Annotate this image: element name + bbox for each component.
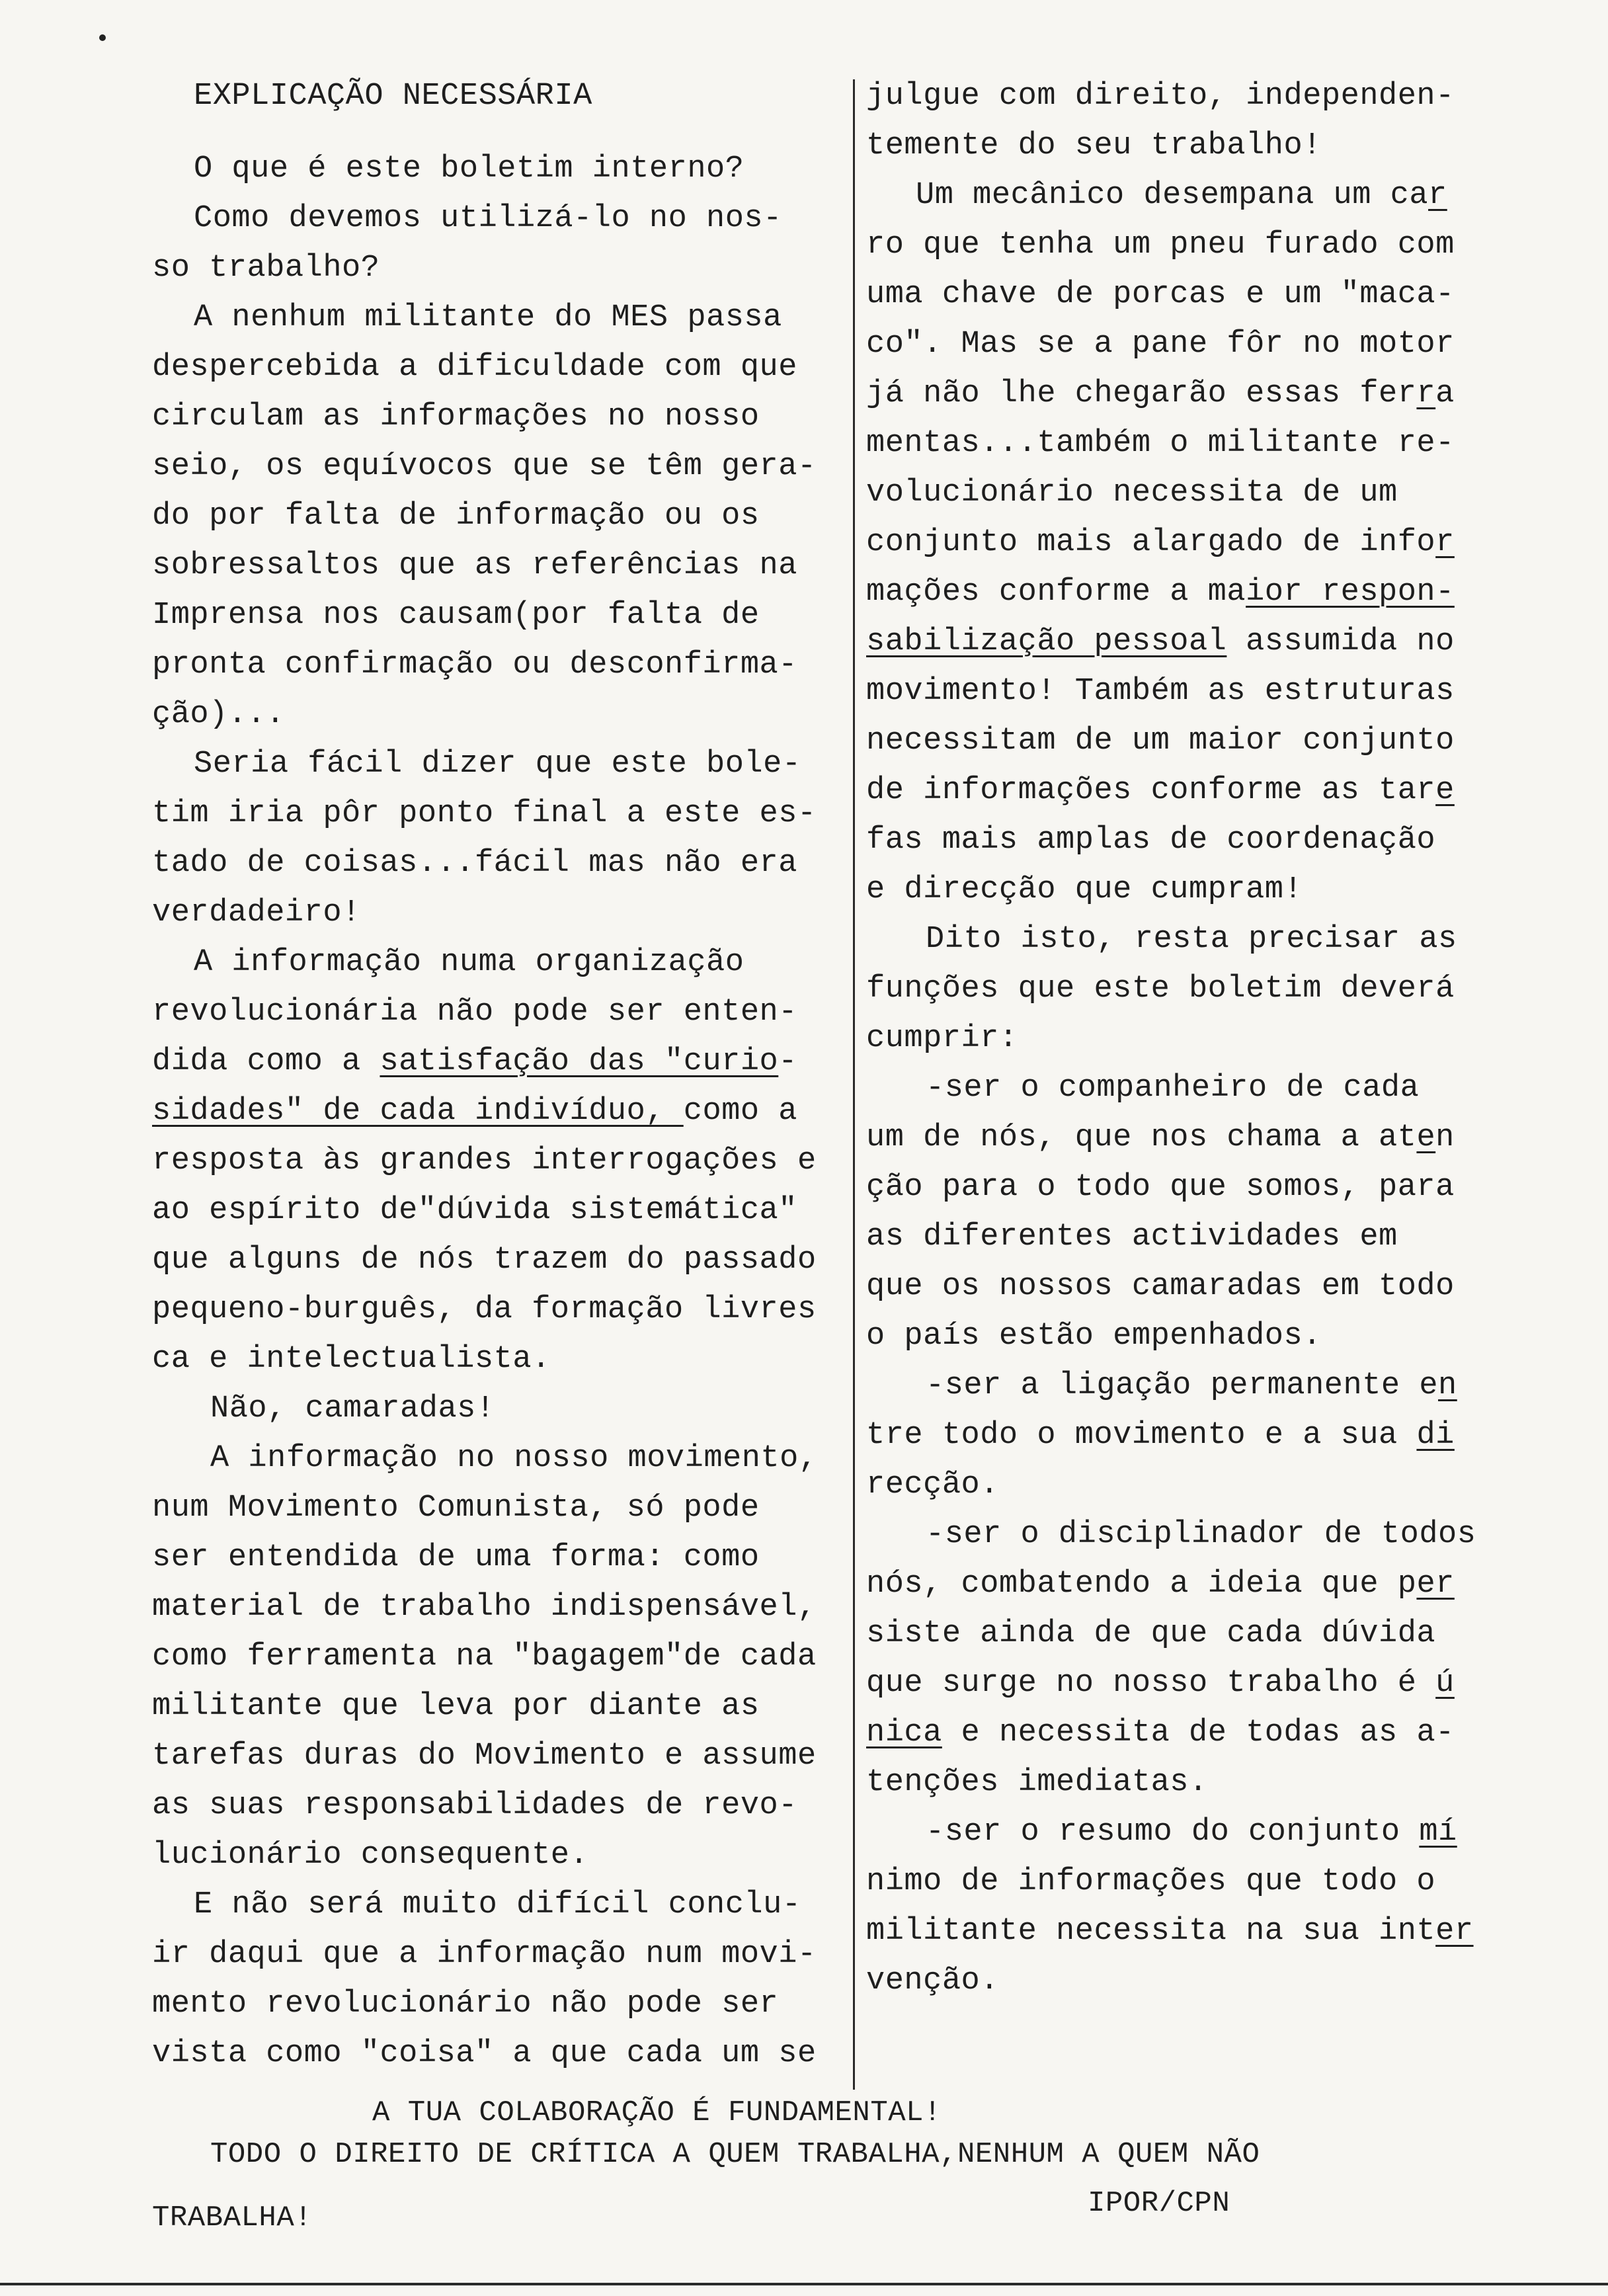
left-column-line: pequeno-burguês, da formação livres (152, 1292, 817, 1327)
bottom-rule (0, 2283, 1608, 2285)
right-column-line: nimo de informações que todo o (866, 1864, 1436, 1899)
left-column-line: sobressaltos que as referências na (152, 548, 797, 583)
right-column-line: o país estão empenhados. (866, 1319, 1322, 1354)
left-column-line: mento revolucionário não pode ser (152, 1987, 779, 2022)
left-column-line: pronta confirmação ou desconfirma- (152, 647, 797, 682)
footer-slogan: A TUA COLABORAÇÃO É FUNDAMENTAL! (372, 2096, 942, 2129)
page-title: EXPLICAÇÃO NECESSÁRIA (194, 79, 592, 114)
right-column-line: cumprir: (866, 1021, 1018, 1056)
left-column-line: Como devemos utilizá-lo no nos- (194, 201, 782, 236)
underlined-text: r (1435, 525, 1455, 560)
right-column-line: as diferentes actividades em (866, 1219, 1398, 1254)
right-column-line: de informações conforme as tare (866, 773, 1455, 808)
left-column-line: ao espírito de"dúvida sistemática" (152, 1193, 797, 1228)
right-column-line: Um mecânico desempana um car (916, 178, 1447, 213)
right-column-line: ção para o todo que somos, para (866, 1170, 1455, 1205)
right-column-line: volucionário necessita de um (866, 475, 1398, 511)
right-column-line: -ser o disciplinador de todos (926, 1517, 1476, 1552)
underlined-text: mí (1419, 1815, 1457, 1850)
underlined-text: satisfação das "curio (380, 1044, 779, 1079)
right-column-line: e direcção que cumpram! (866, 872, 1303, 907)
underlined-text: e (1416, 1120, 1436, 1155)
right-column-line: -ser o resumo do conjunto mí (926, 1815, 1457, 1850)
underlined-text: ior respon- (1246, 575, 1455, 610)
right-column-line: já não lhe chegarão essas ferra (866, 376, 1455, 411)
left-column-line: verdadeiro! (152, 895, 361, 930)
left-column-line: revolucionária não pode ser enten- (152, 995, 797, 1030)
right-column-line: Dito isto, resta precisar as (926, 922, 1457, 957)
left-column-line: A informação numa organização (194, 945, 744, 980)
underlined-text: e (1435, 773, 1455, 808)
underlined-text: n (1438, 1368, 1457, 1403)
left-column-line: despercebida a dificuldade com que (152, 350, 797, 385)
underlined-text: er (1416, 1567, 1455, 1602)
right-column-line: mações conforme a maior respon- (866, 575, 1455, 610)
left-column-line: A informação no nosso movimento, (210, 1441, 818, 1476)
right-column-line: um de nós, que nos chama a aten (866, 1120, 1455, 1155)
left-column-line: O que é este boletim interno? (194, 151, 744, 186)
footer-signature: IPOR/CPN (1088, 2187, 1230, 2220)
footer-critique-end: TRABALHA! (152, 2201, 313, 2234)
right-column-line: ro que tenha um pneu furado com (866, 227, 1455, 263)
left-column-line: material de trabalho indispensável, (152, 1590, 817, 1625)
underlined-text: r (1416, 376, 1436, 411)
right-column-line: movimento! Também as estruturas (866, 674, 1455, 709)
left-column-line: do por falta de informação ou os (152, 499, 760, 534)
right-column-line: militante necessita na sua inter (866, 1914, 1474, 1949)
left-column-line: que alguns de nós trazem do passado (152, 1243, 817, 1278)
left-column-line: tim iria pôr ponto final a este es- (152, 796, 817, 831)
right-column-line: recção. (866, 1467, 999, 1502)
left-column-line: as suas responsabilidades de revo- (152, 1788, 797, 1823)
left-column-line: lucionário consequente. (152, 1838, 589, 1873)
right-column-line: mentas...também o militante re- (866, 426, 1455, 461)
left-column-line: tarefas duras do Movimento e assume (152, 1739, 817, 1774)
underlined-text: nica (866, 1715, 942, 1750)
right-column-line: tenções imediatas. (866, 1765, 1208, 1800)
right-column-line: co". Mas se a pane fôr no motor (866, 327, 1455, 362)
right-column-line: que os nossos camaradas em todo (866, 1269, 1455, 1304)
left-column-line: sidades" de cada indivíduo, como a (152, 1094, 797, 1129)
left-column-line: ca e intelectualista. (152, 1342, 551, 1377)
right-column-line: necessitam de um maior conjunto (866, 723, 1455, 758)
left-column-line: A nenhum militante do MES passa (194, 300, 782, 335)
left-column-line: ção)... (152, 697, 285, 732)
right-column-line: que surge no nosso trabalho é ú (866, 1666, 1455, 1701)
underlined-text: sabilização pessoal (866, 624, 1227, 659)
right-column-line: uma chave de porcas e um "maca- (866, 277, 1455, 312)
right-column-line: temente do seu trabalho! (866, 128, 1322, 163)
right-column-line: venção. (866, 1963, 999, 1998)
left-column-line: so trabalho? (152, 251, 380, 286)
right-column-line: fas mais amplas de coordenação (866, 823, 1436, 858)
left-column-line: Imprensa nos causam(por falta de (152, 598, 760, 633)
column-divider (853, 79, 855, 2090)
left-column-line: resposta às grandes interrogações e (152, 1143, 817, 1178)
footer-critique-line: TODO O DIREITO DE CRÍTICA A QUEM TRABALHA,NENHUM A QUEM NÃO (210, 2138, 1260, 2171)
right-column-line: nós, combatendo a ideia que per (866, 1567, 1455, 1602)
right-column-line: nica e necessita de todas as a- (866, 1715, 1455, 1750)
underlined-text: di (1416, 1418, 1455, 1453)
right-column-line: tre todo o movimento e a sua di (866, 1418, 1455, 1453)
right-column-line: -ser o companheiro de cada (926, 1071, 1420, 1106)
right-column-line: siste ainda de que cada dúvida (866, 1616, 1436, 1651)
right-column-line: julgue com direito, independen- (866, 79, 1455, 114)
left-column-line: num Movimento Comunista, só pode (152, 1491, 760, 1526)
underlined-text: er (1435, 1914, 1474, 1949)
left-column-line: Não, camaradas! (210, 1391, 495, 1426)
left-column-line: ir daqui que a informação num movi- (152, 1937, 817, 1972)
left-column-line: dida como a satisfação das "curio- (152, 1044, 797, 1079)
left-column-line: seio, os equívocos que se têm gera- (152, 449, 817, 484)
left-column-line: ser entendida de uma forma: como (152, 1540, 760, 1575)
left-column-line: E não será muito difícil conclu- (194, 1887, 801, 1922)
ink-speck (99, 34, 106, 41)
left-column-line: militante que leva por diante as (152, 1689, 760, 1724)
right-column-line: sabilização pessoal assumida no (866, 624, 1455, 659)
left-column-line: Seria fácil dizer que este bole- (194, 747, 801, 782)
left-column-line: circulam as informações no nosso (152, 399, 760, 434)
left-column-line: tado de coisas...fácil mas não era (152, 846, 797, 881)
right-column-line: -ser a ligação permanente en (926, 1368, 1457, 1403)
underlined-text: ú (1435, 1666, 1455, 1701)
underlined-text: sidades" de cada indivíduo, (152, 1094, 684, 1129)
right-column-line: funções que este boletim deverá (866, 971, 1455, 1006)
left-column-line: como ferramenta na "bagagem"de cada (152, 1639, 817, 1674)
left-column-line: vista como "coisa" a que cada um se (152, 2036, 817, 2071)
right-column-line: conjunto mais alargado de infor (866, 525, 1455, 560)
underlined-text: r (1428, 178, 1447, 213)
